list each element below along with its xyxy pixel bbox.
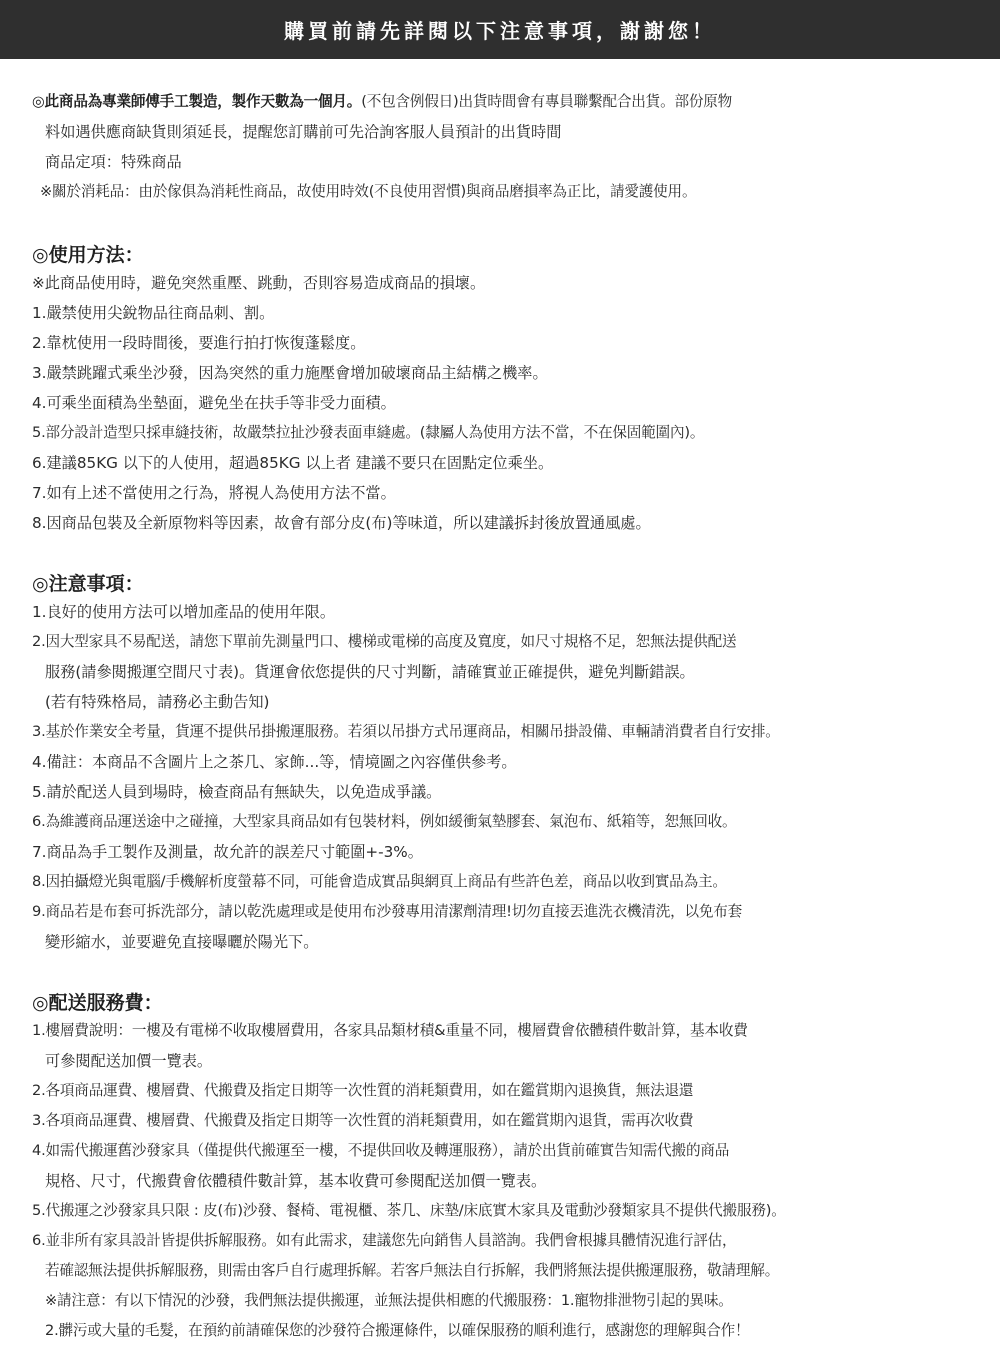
usage-line: 3.嚴禁跳躍式乘坐沙發，因為突然的重力施壓會增加破壞商品主結構之機率。	[32, 364, 548, 382]
notice-line: 2.因大型家具不易配送，請您下單前先測量門口、樓梯或電梯的高度及寬度，如尺寸規格不足，恕無法提供配送	[32, 633, 737, 650]
intro-line-1-rest: (不包含例假日)出貨時間會有專員聯繫配合出貨。部份原物	[361, 93, 733, 110]
delivery-line: 3.各項商品運費、樓層費、代搬費及指定日期等一次性質的消耗類費用，如在鑑賞期內退貨，需再次收費	[32, 1112, 694, 1129]
delivery-line: 可參閱配送加價一覽表。	[45, 1052, 213, 1070]
intro-line-4: ※關於消耗品：由於傢俱為消耗性商品，故使用時效(不良使用習慣)與商品磨損率為正比，請愛護使用。	[40, 183, 697, 200]
notice-line: 3.基於作業安全考量，貨運不提供吊掛搬運服務。若須以吊掛方式吊運商品，相關吊掛設備、車輛請消費者自行安排。	[32, 723, 780, 740]
notice-line: 變形縮水，並要避免直接曝曬於陽光下。	[45, 933, 319, 951]
delivery-heading: ◎配送服務費：	[32, 992, 163, 1014]
delivery-line: ※請注意：有以下情況的沙發，我們無法提供搬運，並無法提供相應的代搬服務：1.寵物排泄物引起的異味。	[45, 1292, 733, 1309]
intro-line-2: 料如遇供應商缺貨則須延長，提醒您訂購前可先洽詢客服人員預計的出貨時間	[45, 123, 562, 141]
notice-line: 7.商品為手工製作及測量，故允許的誤差尺寸範圍+-3%。	[32, 843, 423, 861]
notice-line: 9.商品若是布套可拆洗部分，請以乾洗處理或是使用布沙發專用清潔劑清理!切勿直接丟進洗衣機清洗，以免布套	[32, 903, 743, 920]
usage-line: 8.因商品包裝及全新原物料等因素，故會有部分皮(布)等味道，所以建議拆封後放置通風處。	[32, 514, 651, 532]
intro-line-1-bold: ◎此商品為專業師傅手工製造，製作天數為一個月。	[32, 93, 362, 110]
notice-line: (若有特殊格局，請務必主動告知)	[45, 693, 270, 711]
delivery-line: 2.各項商品運費、樓層費、代搬費及指定日期等一次性質的消耗類費用，如在鑑賞期內退換貨，無法退還	[32, 1082, 694, 1099]
usage-line: 7.如有上述不當使用之行為，將視人為使用方法不當。	[32, 484, 396, 502]
notice-line: 服務(請參閱搬運空間尺寸表)。貨運會依您提供的尺寸判斷，請確實並正確提供，避免判斷錯誤。	[45, 663, 695, 681]
notice-heading: ◎注意事項：	[32, 573, 144, 595]
notice-line: 4.備註：本商品不含圖片上之茶几、家飾...等，情境圖之內容僅供參考。	[32, 753, 517, 771]
usage-line: 5.部分設計造型只採車縫技術，故嚴禁拉扯沙發表面車縫處。(隸屬人為使用方法不當，不在保固範圍內)。	[32, 424, 705, 441]
delivery-line: 2.髒污或大量的毛髮，在預約前請確保您的沙發符合搬運條件，以確保服務的順利進行，感謝您的理解與合作！	[45, 1322, 750, 1339]
delivery-line: 5.代搬運之沙發家具只限 : 皮(布)沙發、餐椅、電視櫃、茶几、床墊/床底實木家具及電動沙發類家具不提供代搬服務)。	[32, 1202, 786, 1219]
delivery-line: 1.樓層費說明：一樓及有電梯不收取樓層費用，各家具品類材積&重量不同，樓層費會依體積件數計算，基本收費	[32, 1022, 748, 1039]
intro-line-1	[32, 91, 732, 113]
delivery-line: 若確認無法提供拆解服務，則需由客戶自行處理拆解。若客戶無法自行拆解，我們將無法提供搬運服務，敬請理解。	[45, 1262, 780, 1279]
usage-line: 2.靠枕使用一段時間後，要進行拍打恢復蓬鬆度。	[32, 334, 366, 352]
delivery-line: 6.並非所有家具設計皆提供拆解服務。如有此需求，建議您先向銷售人員諮詢。我們會根據具體情況進行評估，	[32, 1232, 737, 1249]
notice-line: 6.為維護商品運送途中之碰撞，大型家具商品如有包裝材料，例如緩衝氣墊膠套、氣泡布、紙箱等，恕無回收。	[32, 813, 737, 830]
intro-line-3: 商品定項：特殊商品	[45, 153, 182, 171]
usage-line: 1.嚴禁使用尖銳物品往商品刺、割。	[32, 304, 275, 322]
usage-heading: ◎使用方法：	[32, 244, 144, 266]
notice-line: 5.請於配送人員到場時，檢查商品有無缺失，以免造成爭議。	[32, 783, 442, 801]
page-title: 購買前請先詳閱以下注意事項，謝謝您！	[284, 19, 716, 43]
usage-line: 6.建議85KG 以下的人使用，超過85KG 以上者 建議不要只在固點定位乘坐。	[32, 454, 554, 472]
notice-line: 1.良好的使用方法可以增加產品的使用年限。	[32, 603, 336, 621]
notice-line: 8.因拍攝燈光與電腦/手機解析度螢幕不同，可能會造成實品與網頁上商品有些許色差，商品以收到實品為主。	[32, 873, 727, 890]
delivery-line: 規格、尺寸，代搬費會依體積件數計算，基本收費可參閱配送加價一覽表。	[45, 1172, 547, 1190]
delivery-line: 4.如需代搬運舊沙發家具（僅提供代搬運至一樓，不提供回收及轉運服務），請於出貨前確實告知需代搬的商品	[32, 1142, 730, 1159]
header-banner	[0, 0, 1000, 59]
usage-line: 4.可乘坐面積為坐墊面，避免坐在扶手等非受力面積。	[32, 394, 396, 412]
usage-line: ※此商品使用時，避免突然重壓、跳動，否則容易造成商品的損壞。	[32, 274, 486, 292]
